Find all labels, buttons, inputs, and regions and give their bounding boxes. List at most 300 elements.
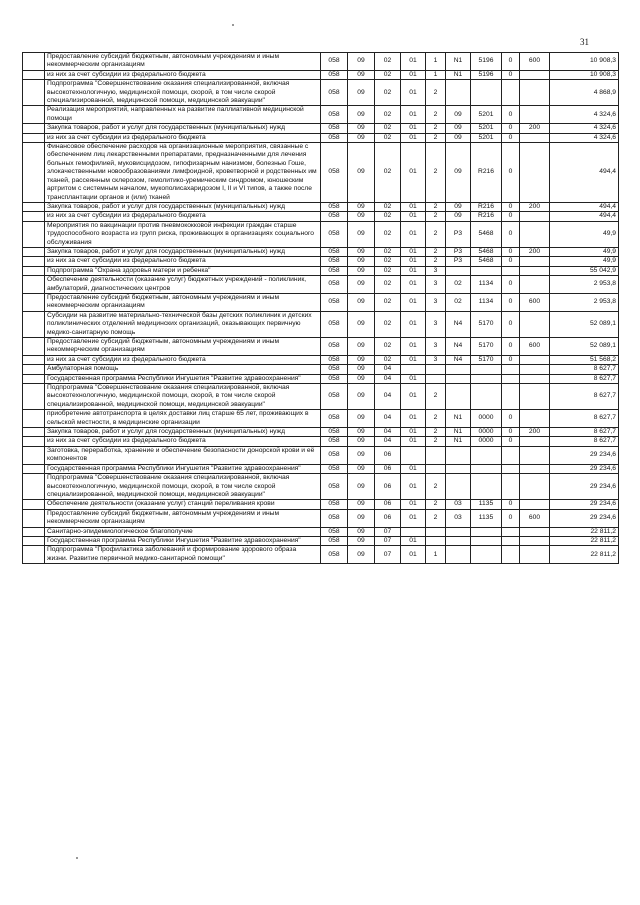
section-code: 09 bbox=[348, 80, 375, 106]
direction-code: 5468 bbox=[471, 247, 502, 256]
subprogram-code: 1 bbox=[426, 53, 446, 71]
program-code: 01 bbox=[401, 546, 426, 564]
row-description: Финансовое обеспечение расходов на организационные мероприятия, связанные с обеспечением лиц лекарственными препаратами, предназначенными для лечения больных гемофилией, муковисцидозом, гипофизарным нанизмом, болезнью Гоше, злокачественными новообразованиями лимфоидной, кроветворной и родственных им тканей, рассеянным склерозом, гемолитико-уремическим синдромом, юношеским артритом с системным началом, мукополисахаридозом I, II и VI типов, а также после трансплантации органов и (или) тканей bbox=[45, 143, 321, 203]
program-code: 01 bbox=[401, 437, 426, 446]
grbs-code: 058 bbox=[321, 53, 348, 71]
program-code: 01 bbox=[401, 500, 426, 509]
subprogram-code: 2 bbox=[426, 106, 446, 124]
grbs-code: 058 bbox=[321, 474, 348, 500]
section-code: 09 bbox=[348, 384, 375, 410]
section-code: 09 bbox=[348, 276, 375, 294]
row-margin-cell bbox=[23, 53, 45, 71]
section-code: 09 bbox=[348, 474, 375, 500]
event-code: 09 bbox=[446, 106, 471, 124]
program-code: 01 bbox=[401, 53, 426, 71]
section-code: 09 bbox=[348, 221, 375, 247]
subprogram-code bbox=[426, 365, 446, 374]
row-amount: 8 627,7 bbox=[550, 437, 619, 446]
subsection-code: 06 bbox=[375, 464, 401, 473]
subprogram-code: 1 bbox=[426, 70, 446, 79]
row-description: приобретение автотранспорта в целях доставки лиц старше 65 лет, проживающих в сельской местности, в медицинские организации bbox=[45, 410, 321, 428]
table-row bbox=[23, 527, 619, 536]
program-code: 01 bbox=[401, 247, 426, 256]
row-description: Предоставление субсидий бюджетным, автономным учреждениям и иным некоммерческим организациям bbox=[45, 53, 321, 71]
grbs-code: 058 bbox=[321, 247, 348, 256]
expense-type-code bbox=[520, 437, 550, 446]
subsection-code: 02 bbox=[375, 355, 401, 364]
row-description: Мероприятия по вакцинации против пневмококковой инфекции граждан старше трудоспособного возраста из групп риска, проживающих в организациях социального обслуживания bbox=[45, 221, 321, 247]
section-code: 09 bbox=[348, 500, 375, 509]
row-description: Обеспечение деятельности (оказание услуг) станций переливания крови bbox=[45, 500, 321, 509]
subsection-code: 06 bbox=[375, 474, 401, 500]
row-margin-cell bbox=[23, 374, 45, 383]
row-amount: 8 627,7 bbox=[550, 428, 619, 437]
subprogram-code: 2 bbox=[426, 257, 446, 266]
section-code: 09 bbox=[348, 311, 375, 337]
row-amount: 2 953,8 bbox=[550, 293, 619, 311]
event-code: N1 bbox=[446, 428, 471, 437]
row-description: Подпрограмма "Совершенствование оказания специализированной, включая высокотехнологичную, медицинской помощи, скорой, в том числе скорой специализированной, медицинской помощи, медицинской эвакуации" bbox=[45, 80, 321, 106]
row-margin-cell bbox=[23, 202, 45, 211]
event-code: P3 bbox=[446, 257, 471, 266]
row-margin-cell bbox=[23, 410, 45, 428]
table-row bbox=[23, 437, 619, 446]
row-margin-cell bbox=[23, 293, 45, 311]
expense-type-code: 600 bbox=[520, 338, 550, 356]
subprogram-code bbox=[426, 527, 446, 536]
direction-code bbox=[471, 464, 502, 473]
program-code: 01 bbox=[401, 509, 426, 527]
row-amount: 4 868,9 bbox=[550, 80, 619, 106]
event-code bbox=[446, 546, 471, 564]
table-row bbox=[23, 536, 619, 545]
direction-code bbox=[471, 527, 502, 536]
program-code: 01 bbox=[401, 106, 426, 124]
row-margin-cell bbox=[23, 266, 45, 275]
event-code bbox=[446, 374, 471, 383]
direction-code: 0000 bbox=[471, 428, 502, 437]
section-code: 09 bbox=[348, 293, 375, 311]
row-description: Предоставление субсидий бюджетным, автономным учреждениям и иным некоммерческим организациям bbox=[45, 338, 321, 356]
row-margin-cell bbox=[23, 384, 45, 410]
section-code: 09 bbox=[348, 536, 375, 545]
expense-type-code bbox=[520, 374, 550, 383]
expense-type-code bbox=[520, 464, 550, 473]
subsection-code: 04 bbox=[375, 365, 401, 374]
subprogram-code bbox=[426, 446, 446, 464]
subsection-code: 07 bbox=[375, 527, 401, 536]
program-code: 01 bbox=[401, 70, 426, 79]
row-margin-cell bbox=[23, 527, 45, 536]
event-code: 09 bbox=[446, 124, 471, 133]
program-code: 01 bbox=[401, 143, 426, 203]
program-code: 01 bbox=[401, 536, 426, 545]
grbs-code: 058 bbox=[321, 293, 348, 311]
row-description: Реализация мероприятий, направленных на развитие паллиативной медицинской помощи bbox=[45, 106, 321, 124]
grbs-code: 058 bbox=[321, 446, 348, 464]
suffix-code bbox=[502, 384, 520, 410]
row-margin-cell bbox=[23, 365, 45, 374]
direction-code: 5196 bbox=[471, 53, 502, 71]
subsection-code: 04 bbox=[375, 437, 401, 446]
direction-code: 0000 bbox=[471, 410, 502, 428]
subprogram-code bbox=[426, 536, 446, 545]
table-row bbox=[23, 410, 619, 428]
subprogram-code: 2 bbox=[426, 410, 446, 428]
row-description: из них за счет субсидии из федерального бюджета bbox=[45, 70, 321, 79]
suffix-code: 0 bbox=[502, 437, 520, 446]
table-row bbox=[23, 133, 619, 142]
event-code bbox=[446, 384, 471, 410]
row-amount: 29 234,6 bbox=[550, 474, 619, 500]
row-amount: 8 627,7 bbox=[550, 365, 619, 374]
row-amount: 8 627,7 bbox=[550, 410, 619, 428]
grbs-code: 058 bbox=[321, 536, 348, 545]
subprogram-code: 3 bbox=[426, 276, 446, 294]
row-description: из них за счет субсидии из федерального бюджета bbox=[45, 355, 321, 364]
program-code: 01 bbox=[401, 355, 426, 364]
table-row bbox=[23, 428, 619, 437]
row-margin-cell bbox=[23, 70, 45, 79]
expense-type-code bbox=[520, 70, 550, 79]
event-code: 09 bbox=[446, 202, 471, 211]
expense-type-code bbox=[520, 80, 550, 106]
event-code: 09 bbox=[446, 212, 471, 221]
table-row bbox=[23, 276, 619, 294]
subsection-code: 06 bbox=[375, 500, 401, 509]
row-margin-cell bbox=[23, 509, 45, 527]
event-code: 03 bbox=[446, 500, 471, 509]
event-code: 02 bbox=[446, 276, 471, 294]
section-code: 09 bbox=[348, 410, 375, 428]
table-row bbox=[23, 247, 619, 256]
suffix-code: 0 bbox=[502, 276, 520, 294]
grbs-code: 058 bbox=[321, 365, 348, 374]
expense-type-code: 200 bbox=[520, 247, 550, 256]
page-number: 31 bbox=[580, 37, 589, 47]
grbs-code: 058 bbox=[321, 70, 348, 79]
expense-type-code bbox=[520, 536, 550, 545]
program-code: 01 bbox=[401, 464, 426, 473]
row-description: Подпрограмма "Совершенствование оказания специализированной, включая высокотехнологичную, медицинской помощи, скорой, в том числе скорой специализированной, медицинской помощи, медицинской эвакуации" bbox=[45, 384, 321, 410]
expense-type-code bbox=[520, 365, 550, 374]
direction-code: 0000 bbox=[471, 437, 502, 446]
table-row bbox=[23, 293, 619, 311]
suffix-code bbox=[502, 474, 520, 500]
direction-code: 1135 bbox=[471, 509, 502, 527]
row-margin-cell bbox=[23, 536, 45, 545]
row-margin-cell bbox=[23, 355, 45, 364]
row-description: Закупка товаров, работ и услуг для государственных (муниципальных) нужд bbox=[45, 202, 321, 211]
program-code bbox=[401, 365, 426, 374]
row-amount: 8 627,7 bbox=[550, 384, 619, 410]
event-code: N1 bbox=[446, 53, 471, 71]
row-amount: 51 568,2 bbox=[550, 355, 619, 364]
section-code: 09 bbox=[348, 428, 375, 437]
direction-code: R216 bbox=[471, 202, 502, 211]
suffix-code: 0 bbox=[502, 500, 520, 509]
grbs-code: 058 bbox=[321, 266, 348, 275]
row-margin-cell bbox=[23, 212, 45, 221]
subsection-code: 04 bbox=[375, 428, 401, 437]
row-amount: 49,9 bbox=[550, 247, 619, 256]
row-amount: 2 953,8 bbox=[550, 276, 619, 294]
table-row bbox=[23, 374, 619, 383]
subsection-code: 02 bbox=[375, 106, 401, 124]
expense-type-code bbox=[520, 546, 550, 564]
table-row bbox=[23, 143, 619, 203]
program-code: 01 bbox=[401, 410, 426, 428]
section-code: 09 bbox=[348, 247, 375, 256]
row-amount: 4 324,6 bbox=[550, 106, 619, 124]
program-code: 01 bbox=[401, 212, 426, 221]
row-amount: 49,9 bbox=[550, 257, 619, 266]
table-row bbox=[23, 212, 619, 221]
row-description: Закупка товаров, работ и услуг для государственных (муниципальных) нужд bbox=[45, 124, 321, 133]
row-description: Подпрограмма "Охрана здоровья матери и ребенка" bbox=[45, 266, 321, 275]
subprogram-code: 2 bbox=[426, 80, 446, 106]
suffix-code bbox=[502, 266, 520, 275]
table-row bbox=[23, 355, 619, 364]
subsection-code: 02 bbox=[375, 293, 401, 311]
table-row bbox=[23, 221, 619, 247]
section-code: 09 bbox=[348, 374, 375, 383]
subprogram-code: 2 bbox=[426, 384, 446, 410]
program-code: 01 bbox=[401, 384, 426, 410]
suffix-code bbox=[502, 464, 520, 473]
grbs-code: 058 bbox=[321, 355, 348, 364]
scan-speck bbox=[232, 24, 234, 26]
direction-code: R216 bbox=[471, 143, 502, 203]
suffix-code: 0 bbox=[502, 311, 520, 337]
row-description: Санитарно-эпидемиологическое благополучие bbox=[45, 527, 321, 536]
suffix-code bbox=[502, 80, 520, 106]
event-code: N1 bbox=[446, 410, 471, 428]
grbs-code: 058 bbox=[321, 221, 348, 247]
direction-code: 5170 bbox=[471, 338, 502, 356]
suffix-code: 0 bbox=[502, 338, 520, 356]
suffix-code: 0 bbox=[502, 221, 520, 247]
subprogram-code: 2 bbox=[426, 124, 446, 133]
grbs-code: 058 bbox=[321, 311, 348, 337]
scan-speck bbox=[76, 857, 78, 859]
section-code: 09 bbox=[348, 106, 375, 124]
subprogram-code: 2 bbox=[426, 437, 446, 446]
row-margin-cell bbox=[23, 133, 45, 142]
row-amount: 494,4 bbox=[550, 143, 619, 203]
event-code bbox=[446, 446, 471, 464]
row-amount: 55 042,9 bbox=[550, 266, 619, 275]
row-description: Обеспечение деятельности (оказание услуг) бюджетных учреждений - поликлиник, амбулаторий, диагностических центров bbox=[45, 276, 321, 294]
subsection-code: 02 bbox=[375, 247, 401, 256]
table-row bbox=[23, 365, 619, 374]
suffix-code: 0 bbox=[502, 53, 520, 71]
program-code: 01 bbox=[401, 133, 426, 142]
table-row bbox=[23, 80, 619, 106]
program-code: 01 bbox=[401, 374, 426, 383]
subprogram-code bbox=[426, 374, 446, 383]
subsection-code: 04 bbox=[375, 384, 401, 410]
section-code: 09 bbox=[348, 257, 375, 266]
section-code: 09 bbox=[348, 266, 375, 275]
expense-type-code bbox=[520, 446, 550, 464]
grbs-code: 058 bbox=[321, 410, 348, 428]
row-margin-cell bbox=[23, 257, 45, 266]
program-code: 01 bbox=[401, 202, 426, 211]
table-row bbox=[23, 257, 619, 266]
row-amount: 4 324,6 bbox=[550, 124, 619, 133]
direction-code bbox=[471, 446, 502, 464]
suffix-code: 0 bbox=[502, 124, 520, 133]
row-margin-cell bbox=[23, 247, 45, 256]
subprogram-code: 3 bbox=[426, 311, 446, 337]
row-margin-cell bbox=[23, 276, 45, 294]
row-amount: 29 234,6 bbox=[550, 500, 619, 509]
program-code: 01 bbox=[401, 124, 426, 133]
subprogram-code: 2 bbox=[426, 247, 446, 256]
table-row bbox=[23, 338, 619, 356]
suffix-code: 0 bbox=[502, 70, 520, 79]
subprogram-code bbox=[426, 464, 446, 473]
table-body bbox=[23, 53, 619, 564]
subsection-code: 07 bbox=[375, 536, 401, 545]
grbs-code: 058 bbox=[321, 384, 348, 410]
program-code: 01 bbox=[401, 257, 426, 266]
direction-code bbox=[471, 536, 502, 545]
program-code bbox=[401, 527, 426, 536]
table-row bbox=[23, 546, 619, 564]
expense-type-code: 600 bbox=[520, 509, 550, 527]
grbs-code: 058 bbox=[321, 527, 348, 536]
row-margin-cell bbox=[23, 464, 45, 473]
table-row bbox=[23, 124, 619, 133]
row-description: Государственная программа Республики Ингушетия "Развитие здравоохранения" bbox=[45, 536, 321, 545]
table-row bbox=[23, 53, 619, 71]
subprogram-code: 3 bbox=[426, 338, 446, 356]
suffix-code: 0 bbox=[502, 428, 520, 437]
row-amount: 494,4 bbox=[550, 212, 619, 221]
row-amount: 49,9 bbox=[550, 221, 619, 247]
expense-type-code bbox=[520, 221, 550, 247]
section-code: 09 bbox=[348, 338, 375, 356]
suffix-code: 0 bbox=[502, 257, 520, 266]
direction-code bbox=[471, 374, 502, 383]
expense-type-code bbox=[520, 133, 550, 142]
row-description: Закупка товаров, работ и услуг для государственных (муниципальных) нужд bbox=[45, 428, 321, 437]
row-margin-cell bbox=[23, 80, 45, 106]
expense-type-code bbox=[520, 355, 550, 364]
direction-code: 5201 bbox=[471, 106, 502, 124]
program-code: 01 bbox=[401, 474, 426, 500]
direction-code: 5170 bbox=[471, 355, 502, 364]
row-margin-cell bbox=[23, 106, 45, 124]
direction-code bbox=[471, 474, 502, 500]
table-row bbox=[23, 464, 619, 473]
subsection-code: 02 bbox=[375, 221, 401, 247]
row-amount: 22 811,2 bbox=[550, 536, 619, 545]
direction-code bbox=[471, 384, 502, 410]
event-code bbox=[446, 365, 471, 374]
row-margin-cell bbox=[23, 311, 45, 337]
event-code: N4 bbox=[446, 338, 471, 356]
direction-code bbox=[471, 365, 502, 374]
suffix-code: 0 bbox=[502, 410, 520, 428]
subsection-code: 07 bbox=[375, 546, 401, 564]
row-margin-cell bbox=[23, 474, 45, 500]
subprogram-code: 2 bbox=[426, 500, 446, 509]
section-code: 09 bbox=[348, 355, 375, 364]
grbs-code: 058 bbox=[321, 500, 348, 509]
grbs-code: 058 bbox=[321, 464, 348, 473]
expense-type-code: 200 bbox=[520, 428, 550, 437]
grbs-code: 058 bbox=[321, 124, 348, 133]
row-description: Подпрограмма "Профилактика заболеваний и формирование здорового образа жизни. Развитие первичной медико-санитарной помощи" bbox=[45, 546, 321, 564]
row-amount: 494,4 bbox=[550, 202, 619, 211]
section-code: 09 bbox=[348, 365, 375, 374]
row-amount: 4 324,6 bbox=[550, 133, 619, 142]
section-code: 09 bbox=[348, 70, 375, 79]
table-row bbox=[23, 500, 619, 509]
expense-type-code: 600 bbox=[520, 53, 550, 71]
subprogram-code: 2 bbox=[426, 202, 446, 211]
subsection-code: 02 bbox=[375, 266, 401, 275]
section-code: 09 bbox=[348, 212, 375, 221]
event-code bbox=[446, 527, 471, 536]
subsection-code: 06 bbox=[375, 446, 401, 464]
event-code: N1 bbox=[446, 70, 471, 79]
expense-type-code bbox=[520, 257, 550, 266]
event-code: 02 bbox=[446, 293, 471, 311]
event-code bbox=[446, 266, 471, 275]
suffix-code bbox=[502, 446, 520, 464]
row-margin-cell bbox=[23, 143, 45, 203]
section-code: 09 bbox=[348, 509, 375, 527]
grbs-code: 058 bbox=[321, 374, 348, 383]
table-row bbox=[23, 311, 619, 337]
row-margin-cell bbox=[23, 221, 45, 247]
row-amount: 22 811,2 bbox=[550, 546, 619, 564]
section-code: 09 bbox=[348, 133, 375, 142]
direction-code: 5170 bbox=[471, 311, 502, 337]
suffix-code: 0 bbox=[502, 143, 520, 203]
suffix-code: 0 bbox=[502, 355, 520, 364]
program-code bbox=[401, 446, 426, 464]
section-code: 09 bbox=[348, 464, 375, 473]
subprogram-code: 2 bbox=[426, 212, 446, 221]
subprogram-code: 2 bbox=[426, 509, 446, 527]
event-code: 03 bbox=[446, 509, 471, 527]
event-code: P3 bbox=[446, 221, 471, 247]
suffix-code: 0 bbox=[502, 293, 520, 311]
subprogram-code: 3 bbox=[426, 266, 446, 275]
row-amount: 22 811,2 bbox=[550, 527, 619, 536]
event-code: N1 bbox=[446, 437, 471, 446]
table-row bbox=[23, 384, 619, 410]
program-code: 01 bbox=[401, 80, 426, 106]
program-code: 01 bbox=[401, 311, 426, 337]
direction-code: 5196 bbox=[471, 70, 502, 79]
section-code: 09 bbox=[348, 437, 375, 446]
grbs-code: 058 bbox=[321, 437, 348, 446]
table-row bbox=[23, 106, 619, 124]
direction-code: 1134 bbox=[471, 276, 502, 294]
row-amount: 52 089,1 bbox=[550, 311, 619, 337]
expense-type-code bbox=[520, 143, 550, 203]
direction-code: 5468 bbox=[471, 257, 502, 266]
direction-code: 5201 bbox=[471, 133, 502, 142]
suffix-code: 0 bbox=[502, 212, 520, 221]
grbs-code: 058 bbox=[321, 80, 348, 106]
